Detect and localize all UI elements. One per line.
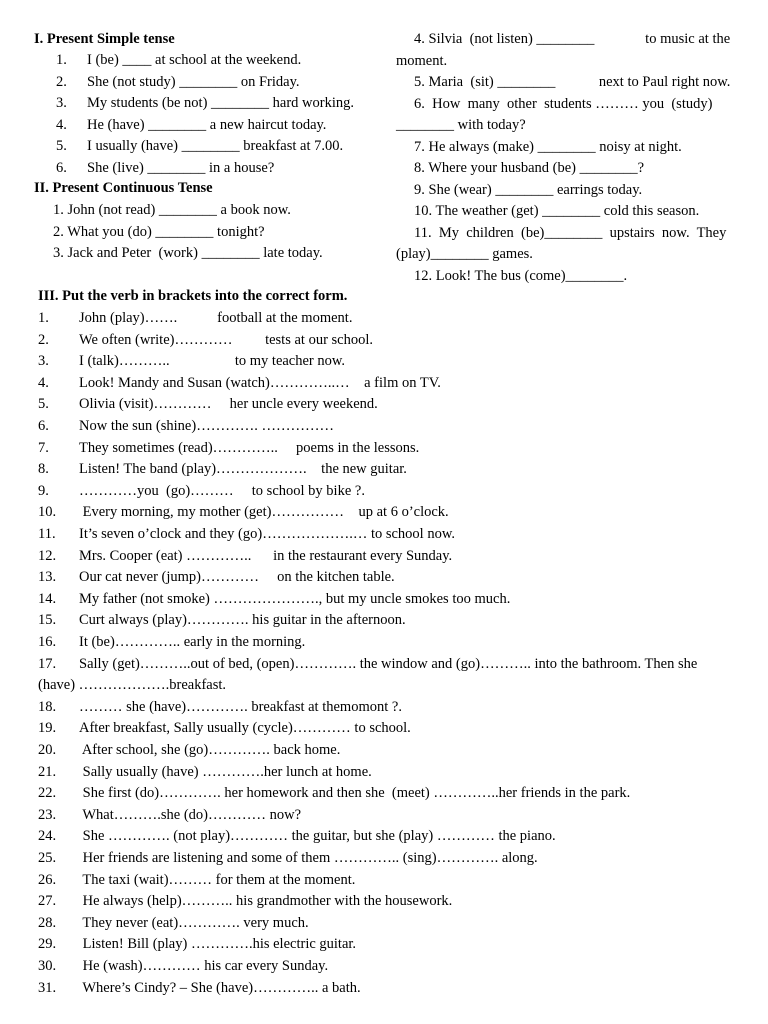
list-item-number: 4. <box>38 374 49 391</box>
list-item-number: 7. <box>38 439 49 456</box>
right-column-line: 9. She (wear) ________ earrings today. <box>414 181 643 198</box>
list-item: I (be) ____ at school at the weekend. <box>87 52 302 68</box>
list-item: He always (help)……….. his grandmother with the housework. <box>79 893 453 910</box>
list-item-number: 17. <box>38 655 57 672</box>
section1-title: I. Present Simple tense <box>34 31 175 47</box>
list-item: I (talk)……….. to my teacher now. <box>79 353 346 370</box>
list-item: Sally (get)………..out of bed, (open)…………. the window and (go)……….. into the bathroom. Then she <box>79 655 698 672</box>
list-item-number: 20. <box>38 742 57 758</box>
right-column-line: 10. The weather (get) ________ cold this season. <box>414 203 700 219</box>
list-item: It’s seven o’clock and they (go)……………….… to school now. <box>79 526 455 542</box>
right-column-line: 6. How many other students ……… you (study) <box>414 95 713 112</box>
list-item-number: 24. <box>38 828 57 845</box>
list-item: Listen! The band (play)………………. the new guitar. <box>79 461 407 478</box>
list-item: He (wash)………… his car every Sunday. <box>79 958 329 974</box>
list-item-number: 23. <box>38 806 57 823</box>
list-item: After breakfast, Sally usually (cycle)………… to school. <box>79 720 411 737</box>
list-item: My father (not smoke) …………………., but my uncle smokes too much. <box>79 590 511 607</box>
list-item-number: 10. <box>38 504 57 521</box>
list-item: She (not study) ________ on Friday. <box>87 73 300 90</box>
list-item-number: 19. <box>38 720 57 737</box>
list-item-number: 27. <box>38 893 57 910</box>
list-item-number: 12. <box>38 547 57 564</box>
list-item: Our cat never (jump)………… on the kitchen table. <box>79 569 395 586</box>
right-column-line: 8. Where your husband (be) ________? <box>414 160 645 176</box>
right-column-line: 4. Silvia (not listen) ________ to music at the <box>414 31 731 47</box>
list-item-number: 3. <box>38 353 49 370</box>
list-item-number: 1. <box>56 52 67 68</box>
list-item: My students (be not) ________ hard working. <box>87 95 355 111</box>
list-item-number: 22. <box>38 785 57 802</box>
list-item-number: 4. <box>56 116 67 133</box>
list-item: …………you (go)……… to school by bike ?. <box>79 482 365 499</box>
list-item-number: 18. <box>38 698 57 715</box>
section2-title: II. Present Continuous Tense <box>34 180 213 196</box>
list-item-number: 6. <box>56 159 67 176</box>
list-item-number: 11. <box>38 526 56 542</box>
list-item-number: 6. <box>38 418 49 434</box>
list-item: He (have) ________ a new haircut today. <box>87 116 327 133</box>
right-column-line: ________ with today? <box>396 117 526 133</box>
list-item: 2. What you (do) ________ tonight? <box>53 223 265 240</box>
list-item: I usually (have) ________ breakfast at 7.00. <box>87 138 344 154</box>
list-item: Mrs. Cooper (eat) ………….. in the restaurant every Sunday. <box>79 547 453 564</box>
list-item: Where’s Cindy? – She (have)………….. a bath. <box>79 979 361 996</box>
right-column-line: (play)________ games. <box>396 246 533 262</box>
list-item: She first (do)…………. her homework and then she (meet) …………..her friends in the park. <box>79 785 631 802</box>
list-item: 3. Jack and Peter (work) ________ late today. <box>53 245 323 261</box>
list-item: Olivia (visit)………… her uncle every weekend. <box>79 396 378 413</box>
list-item: They sometimes (read)………….. poems in the lessons. <box>79 439 420 456</box>
right-column-line: 12. Look! The bus (come)________. <box>414 267 628 284</box>
list-item-number: 8. <box>38 461 49 478</box>
right-column-line: moment. <box>396 52 448 69</box>
section3-title: III. Put the verb in brackets into the correct form. <box>38 288 348 304</box>
list-item: She …………. (not play)………… the guitar, but she (play) ………… the piano. <box>79 828 556 845</box>
list-item-number: 30. <box>38 958 57 974</box>
list-item: Curt always (play)…………. his guitar in the afternoon. <box>79 612 406 629</box>
right-column-line: 7. He always (make) ________ noisy at night. <box>414 138 682 155</box>
list-item-number: 13. <box>38 569 57 586</box>
right-column-line: 11. My children (be)________ upstairs now. They <box>414 224 727 241</box>
list-item-number: 2. <box>38 331 49 348</box>
list-item-number: 1. <box>38 310 49 326</box>
list-item: Now the sun (shine)…………. …………… <box>79 418 334 434</box>
list-item: 1. John (not read) ________ a book now. <box>53 202 291 218</box>
list-item: Listen! Bill (play) ………….his electric guitar. <box>79 936 357 953</box>
list-item: She (live) ________ in a house? <box>87 159 275 176</box>
list-item: The taxi (wait)……… for them at the moment. <box>79 871 356 888</box>
list-item-number: 5. <box>56 138 67 154</box>
list-item: We often (write)………… tests at our school. <box>79 331 374 348</box>
list-item-number: 16. <box>38 634 57 650</box>
list-item-number: 5. <box>38 396 49 413</box>
list-item-number: 15. <box>38 612 57 629</box>
list-item: Sally usually (have) ………….her lunch at home. <box>79 763 372 780</box>
list-item-continuation: (have) ……………….breakfast. <box>38 677 227 694</box>
list-item-number: 3. <box>56 95 67 111</box>
list-item: Look! Mandy and Susan (watch)…………..… a film on TV. <box>79 374 441 391</box>
list-item: They never (eat)…………. very much. <box>79 914 309 931</box>
list-item: ……… she (have)…………. breakfast at themomont ?. <box>79 698 402 715</box>
list-item-number: 21. <box>38 763 57 780</box>
list-item: John (play)……. football at the moment. <box>79 310 353 326</box>
list-item-number: 31. <box>38 979 57 996</box>
list-item: After school, she (go)…………. back home. <box>79 742 341 758</box>
list-item: Her friends are listening and some of them ………….. (sing)…………. along. <box>79 850 538 866</box>
list-item-number: 29. <box>38 936 57 953</box>
list-item-number: 26. <box>38 871 57 888</box>
list-item: It (be)………….. early in the morning. <box>79 634 306 650</box>
list-item: Every morning, my mother (get)…………… up at 6 o’clock. <box>79 504 449 521</box>
list-item: What……….she (do)………… now? <box>79 806 302 823</box>
list-item-number: 14. <box>38 590 57 607</box>
list-item-number: 2. <box>56 73 67 90</box>
right-column-line: 5. Maria (sit) ________ next to Paul right now. <box>414 74 731 90</box>
list-item-number: 9. <box>38 482 49 499</box>
list-item-number: 25. <box>38 850 57 866</box>
list-item-number: 28. <box>38 914 57 931</box>
